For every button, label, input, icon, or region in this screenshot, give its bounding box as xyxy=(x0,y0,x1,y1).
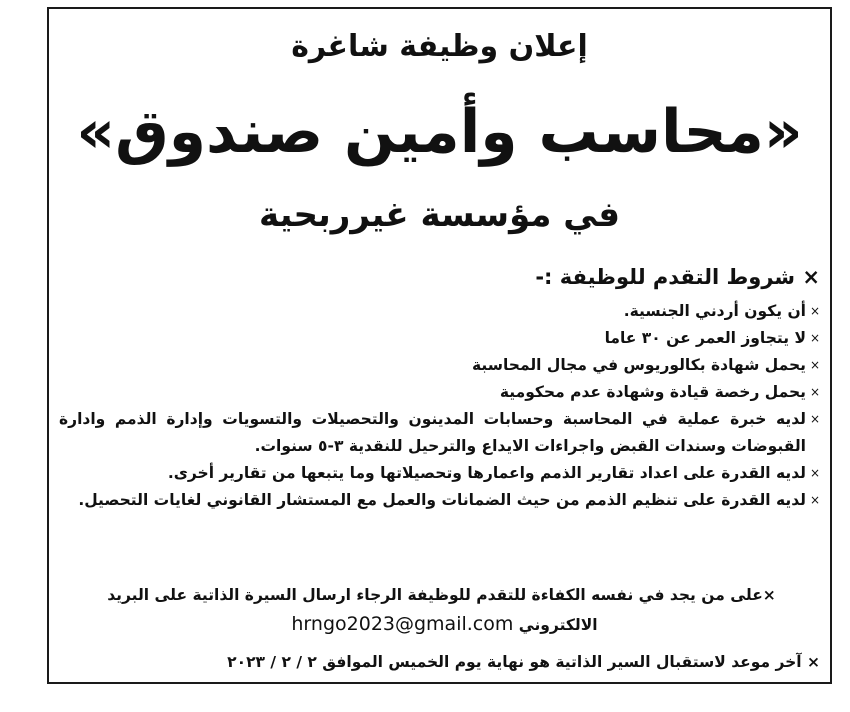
apply-text-email-label: الالكتروني xyxy=(518,616,598,634)
bullet-icon: × xyxy=(809,385,820,399)
bullet-icon: × xyxy=(809,331,820,345)
vacancy-heading: إعلان وظيفة شاغرة xyxy=(291,29,588,64)
condition-item xyxy=(59,487,820,514)
bullet-icon: × xyxy=(762,586,776,604)
condition-text: يحمل رخصة قيادة وشهادة عدم محكومية xyxy=(499,383,806,401)
condition-text: أن يكون أردني الجنسية. xyxy=(623,302,806,320)
application-deadline xyxy=(63,653,820,671)
bullet-icon: × xyxy=(809,304,820,318)
email-address: hrngo2023@gmail.com xyxy=(291,613,514,635)
application-instructions xyxy=(63,581,820,640)
bullet-icon: × xyxy=(809,412,820,426)
condition-text: لديه خبرة عملية في المحاسبة وحسابات المدينون والتحصيلات والتسويات وإدارة الذمم وادارة القبوضات وسندات القبض واجراءات الايداع والترحيل للنقدية ٣-٥ سنوات. xyxy=(59,410,806,455)
organization-type: في مؤسسة غيرربحية xyxy=(259,195,620,235)
condition-text: لديه القدرة على اعداد تقارير الذمم واعمارها وتحصيلاتها وما يتبعها من تقارير أخرى. xyxy=(167,464,806,482)
condition-item xyxy=(59,298,820,325)
bullet-icon: × xyxy=(809,493,820,507)
condition-item xyxy=(59,460,820,487)
condition-item xyxy=(59,352,820,379)
conditions-heading-text: شروط التقدم للوظيفة :- xyxy=(535,265,796,289)
bullet-icon: × xyxy=(802,265,820,289)
condition-text: لديه القدرة على تنظيم الذمم من حيث الضمانات والعمل مع المستشار القانوني لغايات التحصيل. xyxy=(78,491,806,509)
apply-line-email xyxy=(63,610,820,640)
job-advertisement xyxy=(47,7,832,684)
bullet-icon: × xyxy=(809,466,820,480)
apply-text: على من يجد في نفسه الكفاءة للتقدم للوظيفة الرجاء ارسال السيرة الذاتية على البريد xyxy=(107,586,763,604)
condition-item xyxy=(59,325,820,352)
bullet-icon: × xyxy=(809,358,820,372)
conditions-heading xyxy=(535,265,820,289)
job-title: «محاسب وأمين صندوق» xyxy=(76,97,803,167)
condition-item xyxy=(59,379,820,406)
deadline-text: آخر موعد لاستقبال السير الذاتية هو نهاية يوم الخميس الموافق ٢ / ٢ / ٢٠٢٣ xyxy=(227,653,802,671)
condition-text: يحمل شهادة بكالوريوس في مجال المحاسبة xyxy=(472,356,806,374)
condition-item xyxy=(59,406,820,460)
bullet-icon: × xyxy=(807,653,820,671)
condition-text: لا يتجاوز العمر عن ٣٠ عاما xyxy=(604,329,806,347)
conditions-list xyxy=(59,298,820,514)
